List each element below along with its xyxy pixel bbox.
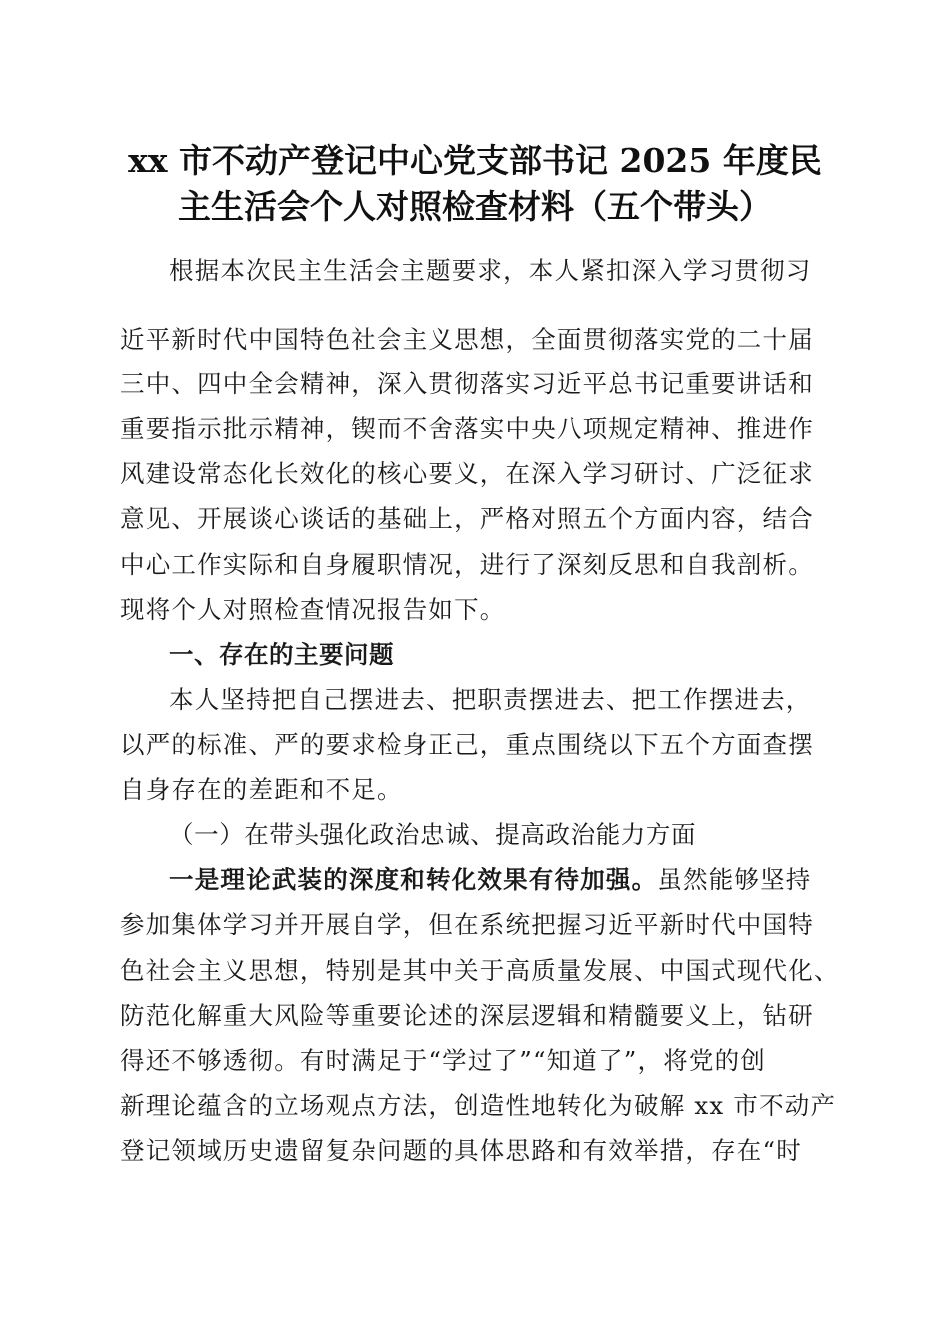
title-line-2: 主生活会个人对照检查材料（五个带头） [178,187,772,226]
paragraph-2-line: 本人坚持把自己摆进去、把职责摆进去、把工作摆进去， [169,685,812,714]
paragraph-1-line: 近平新时代中国特色社会主义思想，全面贯彻落实党的二十届 [120,325,814,354]
paragraph-1-line: 现将个人对照检查情况报告如下。 [120,595,506,624]
paragraph-1-line: 风建设常态化长效化的核心要义，在深入学习研讨、广泛征求 [120,459,814,488]
paragraph-3-line: 防范化解重大风险等重要论述的深层逻辑和精髓要义上，钻研 [120,1001,814,1030]
paragraph-1-line: 中心工作实际和自身履职情况，进行了深刻反思和自我剖析。 [120,550,814,579]
paragraph-3-line: 得还不够透彻。有时满足于“学过了”“知道了”，将党的创 [120,1046,766,1075]
paragraph-3-first-line [169,865,812,895]
paragraph-3-line: 登记领域历史遗留复杂问题的具体思路和有效举措，存在“时 [120,1136,802,1165]
paragraph-1-line: 重要指示批示精神，锲而不舍落实中央八项规定精神、推进作 [120,414,814,443]
paragraph-1-line: 三中、四中全会精神，深入贯彻落实习近平总书记重要讲话和 [120,369,814,398]
title-line-1: xx 市不动产登记中心党支部书记 2025 年度民 [128,141,822,180]
paragraph-3-line: 色社会主义思想，特别是其中关于高质量发展、中国式现代化、 [120,956,840,985]
subsection-heading: （一）在带头强化政治忠诚、提高政治能力方面 [169,820,697,849]
paragraph-3-lead: 一是理论武装的深度和转化效果有待加强。 [169,865,658,894]
section-heading: 一、存在的主要问题 [169,640,394,669]
paragraph-1-line: 根据本次民主生活会主题要求，本人紧扣深入学习贯彻习 [169,256,812,285]
paragraph-2-line: 自身存在的差距和不足。 [120,775,403,804]
paragraph-2-line: 以严的标准、严的要求检身正己，重点围绕以下五个方面查摆 [120,730,814,759]
paragraph-3-first-rest: 虽然能够坚持 [657,865,812,894]
document-title [100,138,850,230]
paragraph-1-line: 意见、开展谈心谈话的基础上，严格对照五个方面内容，结合 [120,504,814,533]
paragraph-3-line: 参加集体学习并开展自学，但在系统把握习近平新时代中国特 [120,910,814,939]
paragraph-3-line: 新理论蕴含的立场观点方法，创造性地转化为破解 xx 市不动产 [120,1091,837,1120]
